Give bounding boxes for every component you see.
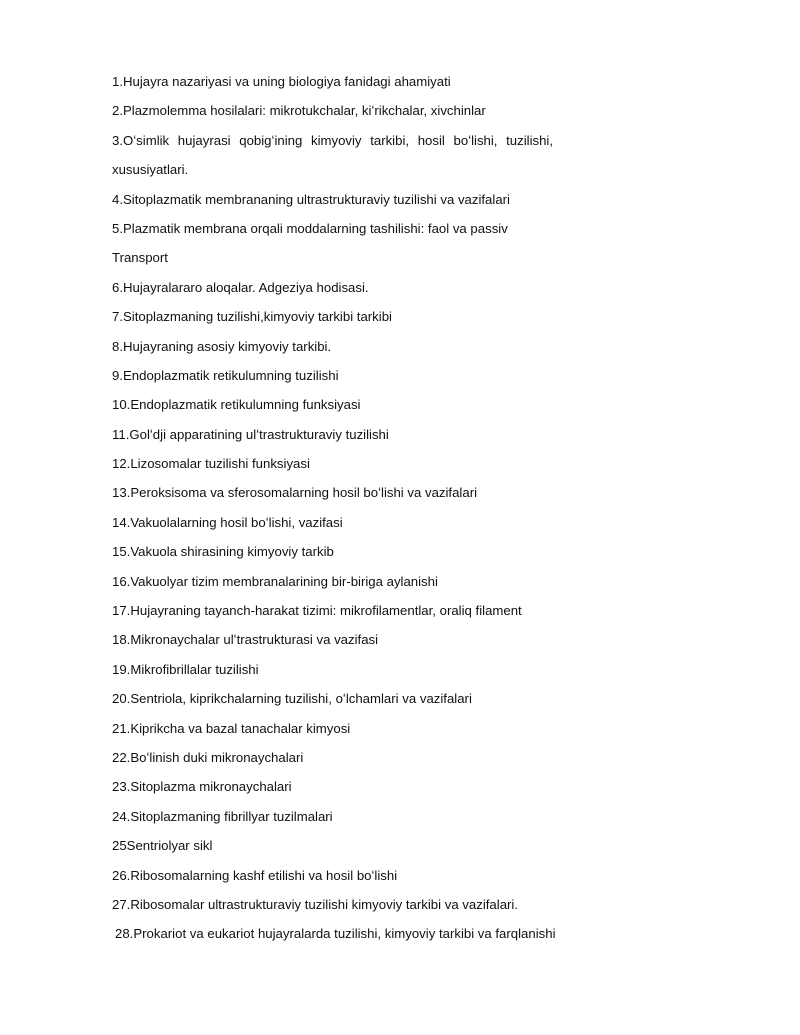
list-item: 17.Hujayraning tayanch-harakat tizimi: mikrofilamentlar, oraliq filament xyxy=(112,603,522,619)
list-item: 16.Vakuolyar tizim membranalarining bir-biriga aylanishi xyxy=(112,573,438,589)
list-item: 18.Mikronaychalar ulʻtrastrukturasi va vazifasi xyxy=(112,632,379,648)
list-item: 12.Lizosomalar tuzilishi funksiyasi xyxy=(112,456,310,472)
list-item: 28.Prokariot va eukariot hujayralarda tuzilishi, kimyoviy tarkibi va farqlanishi xyxy=(115,926,556,942)
list-item: 6.Hujayralararo aloqalar. Adgeziya hodisasi. xyxy=(112,279,369,295)
list-item: 23.Sitoplazma mikronaychalari xyxy=(112,779,292,795)
list-item: 14.Vakuolalarning hosil boʻlishi, vazifasi xyxy=(112,514,343,530)
list-item: 22.Boʻlinish duki mikronaychalari xyxy=(112,749,304,765)
list-item: 7.Sitoplazmaning tuzilishi,kimyoviy tarkibi tarkibi xyxy=(112,309,392,325)
list-item: 11.Golʻdji apparatining ulʻtrastrukturaviy tuzilishi xyxy=(112,426,389,442)
list-item: 3.Oʻsimlik hujayrasi qobigʻining kimyoviy tarkibi, hosil boʻlishi, tuzilishi, xyxy=(112,132,554,148)
list-item: 21.Kiprikcha va bazal tanachalar kimyosi xyxy=(112,720,351,736)
list-item: xususiyatlari. xyxy=(112,162,189,178)
list-item: 9.Endoplazmatik retikulumning tuzilishi xyxy=(112,367,339,383)
list-item: 4.Sitoplazmatik membrananing ultrastrukturaviy tuzilishi va vazifalari xyxy=(112,191,510,207)
list-item: 8.Hujayraning asosiy kimyoviy tarkibi. xyxy=(112,338,332,354)
list-item: 26.Ribosomalarning kashf etilishi va hosil boʻlishi xyxy=(112,867,398,883)
list-item: 5.Plazmatik membrana orqali moddalarning tashilishi: faol va passiv xyxy=(112,220,508,236)
list-item: 1.Hujayra nazariyasi va uning biologiya fanidagi ahamiyati xyxy=(112,74,451,89)
list-item: 20.Sentriola, kiprikchalarning tuzilishi, oʻlchamlari va vazifalari xyxy=(112,691,472,707)
question-list xyxy=(112,71,562,953)
list-item: 15.Vakuola shirasining kimyoviy tarkib xyxy=(112,544,334,560)
list-item: 13.Peroksisoma va sferosomalarning hosil boʻlishi va vazifalari xyxy=(112,485,478,501)
list-item: 25Sentriolyar sikl xyxy=(112,838,213,854)
list-item: 24.Sitoplazmaning fibrillyar tuzilmalari xyxy=(112,808,333,824)
list-item: 2.Plazmolemma hosilalari: mikrotukchalar, kiʻrikchalar, xivchinlar xyxy=(112,103,486,119)
list-item: 19.Mikrofibrillalar tuzilishi xyxy=(112,661,259,677)
list-item: 27.Ribosomalar ultrastrukturaviy tuzilishi kimyoviy tarkibi va vazifalari. xyxy=(112,896,519,912)
list-item: Transport xyxy=(112,250,168,266)
list-item: 10.Endoplazmatik retikulumning funksiyasi xyxy=(112,397,361,413)
